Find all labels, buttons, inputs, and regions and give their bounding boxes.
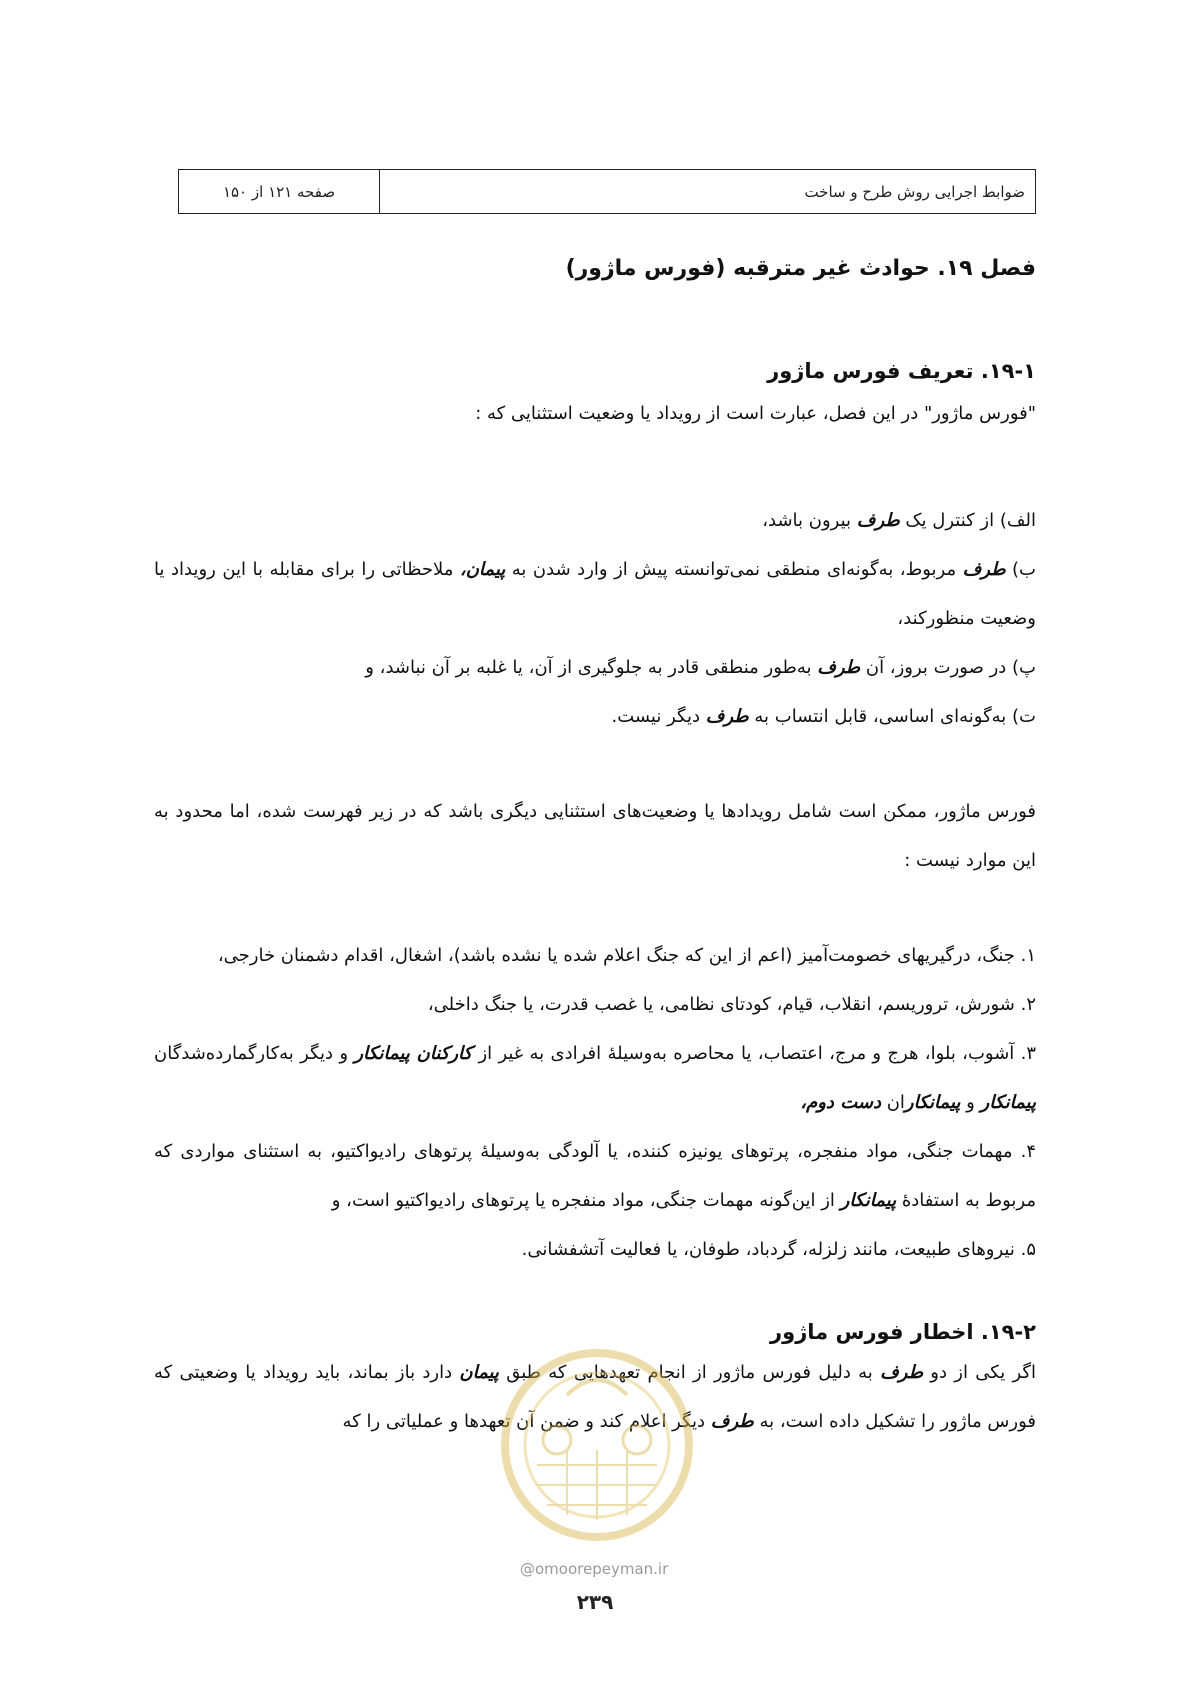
page-header bbox=[178, 169, 1036, 214]
section-1-title: ۱۹-۱. تعریف فورس ماژور bbox=[767, 359, 1036, 383]
list-item-2: ۲. شورش، تروریسم، انقلاب، قیام، کودتای نظامی، یا غصب قدرت، یا جنگ داخلی، bbox=[427, 994, 1036, 1015]
section-1-intro: "فورس ماژور" در این فصل، عبارت است از رویداد یا وضعیت استثنایی که : bbox=[475, 403, 1036, 424]
section-2-paragraph: اگر یکی از دو طرف به دلیل فورس ماژور از انجام تعهدهایی که طبق پیمان دارد باز بماند، باید رویداد یا وضعیتی که فورس ماژور را تشکیل داده است، به طرف دیگر اعلام کند و ضمن آن تعهدها و عملیاتی را که bbox=[154, 1362, 1037, 1432]
chapter-title: فصل ۱۹. حوادث غیر مترقبه (فورس ماژور) bbox=[565, 256, 1036, 281]
list-item-5: ۵. نیروهای طبیعت، مانند زلزله، گردباد، طوفان، یا فعالیت آتشفشانی. bbox=[521, 1239, 1036, 1260]
page-info: صفحه ۱۲۱ از ۱۵۰ bbox=[179, 170, 380, 213]
document-title: ضوابط اجرایی روش طرح و ساخت bbox=[804, 182, 1025, 201]
section-2-title: ۱۹-۲. اخطار فورس ماژور bbox=[770, 1320, 1036, 1344]
page-number: ۲۳۹ bbox=[576, 1590, 614, 1614]
list-intro: فورس ماژور، ممکن است شامل رویدادها یا وضعیت‌های استثنایی دیگری باشد که در زیر فهرست شده، اما محدود به این موارد نیست : bbox=[154, 801, 1036, 871]
condition-te: ت) به‌گونه‌ای اساسی، قابل انتساب به طرف دیگر نیست. bbox=[611, 706, 1036, 727]
list-item-1: ۱. جنگ، درگیریهای خصومت‌آمیز (اعم از این که جنگ اعلام شده یا نشده باشد)، اشغال، اقدام دشمنان خارجی، bbox=[217, 945, 1036, 966]
condition-be: ب) طرف مربوط، به‌گونه‌ای منطقی نمی‌توانسته پیش از وارد شدن به پیمان، ملاحظاتی را برای مقابله با این رویداد یا وضعیت منظورکند، bbox=[154, 559, 1036, 629]
condition-alef: الف) از کنترل یک طرف بیرون باشد، bbox=[762, 510, 1036, 531]
watermark-caption: @omoorepeyman.ir bbox=[520, 1560, 669, 1578]
list-item-3: ۳. آشوب، بلوا، هرج و مرج، اعتصاب، یا محاصره به‌وسیلهٔ افرادی به غیر از کارکنان پیمانکار و دیگر به‌کارگمارده‌شدگان پیمانکار و پیمانکاران دست دوم، bbox=[154, 1043, 1037, 1113]
condition-pe: پ) در صورت بروز، آن طرف به‌طور منطقی قادر به جلوگیری از آن، یا غلبه بر آن نباشد، و bbox=[365, 657, 1036, 678]
main-content bbox=[154, 256, 1036, 1446]
list-item-4: ۴. مهمات جنگی، مواد منفجره، پرتوهای یونیزه کننده، یا آلودگی به‌وسیلهٔ پرتوهای رادیواکتیو، به استثنای مواردی که مربوط به استفادهٔ پیمانکار از این‌گونه مهمات جنگی، مواد منفجره یا پرتوهای رادیواکتیو است، و bbox=[154, 1141, 1036, 1211]
